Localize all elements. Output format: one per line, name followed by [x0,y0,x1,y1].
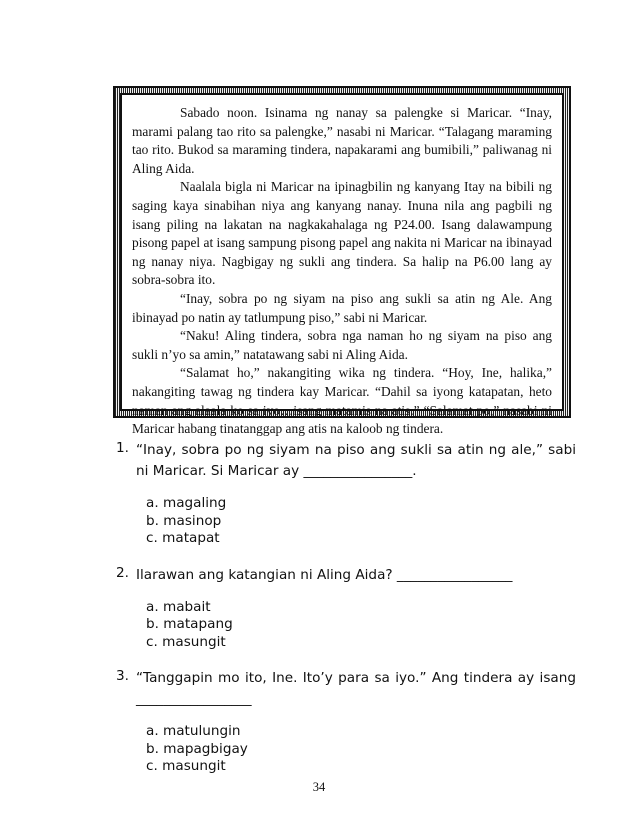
story-paragraph: “Inay, sobra po ng siyam na piso ang sukli sa atin ng Ale. Ang ibinayad po natin ay tatlumpung piso,” sabi ni Maricar. [132,290,552,325]
choice-item[interactable]: b. mapagbigay [146,740,248,757]
choice-item[interactable]: a. matulungin [146,723,241,739]
choice-list [136,599,576,652]
choice-list [136,723,576,776]
story-paragraph: Naalala bigla ni Maricar na ipinagbilin ng kanyang Itay na bibili ng saging kaya sinabihan niya ang kanyang nanay. Inuna nila ang pagbili ng isang piling na lakatan na nagkakahalaga ng P24.00. Isang dalawampung pisong papel at isang sampung pisong papel ang nakita ni Maricar na ibinayad ng nanay niya. Nagbigay ng sukli ang tindera. Sa halip na P6.00 lang ay sobra-sobra ito. [132,179,552,288]
choice-item[interactable]: c. masungit [146,758,226,774]
question-1 [116,440,576,548]
question-number: 1. [116,440,129,456]
question-list [116,440,576,776]
story-paragraph: Sabado noon. Isinama ng nanay sa palengke si Maricar. “Inay, marami palang tao rito sa palengke,” nasabi ni Maricar. “Talagang maraming tao rito. Bukod sa maraming tindera, napakarami ang bumibili,” paliwanag ni Aling Aida. [132,105,552,176]
choice-item[interactable]: c. masungit [146,633,226,650]
question-text: Ilarawan ang katangian ni Aling Aida? _________________ [136,566,513,583]
choice-item[interactable]: b. matapang [146,616,233,632]
story-text [132,104,552,439]
story-frame [113,86,571,437]
story-box [120,93,564,437]
question-text: “Tanggapin mo ito, Ine. Ito’y para sa iyo.” Ang tindera ay isang _________________ [136,670,576,707]
story-paragraph: “Salamat ho,” nakangiting wika ng tindera. “Hoy, Ine, halika,” nakangiting tawag ng tindera kay Maricar. “Dahil sa iyong katapatan, heto naman ang alaala ko sa iyo…isang matamis na atis.” “Salamat po,” nasabi ni Maricar habang tinatanggap ang atis na kaloob ng tindera. [132,365,552,437]
question-number: 3. [116,668,129,684]
choice-item[interactable]: b. masinop [146,512,222,529]
question-2 [116,565,576,652]
story-paragraph: “Naku! Aling tindera, sobra nga naman ho ng siyam na piso ang sukli n’yo sa amin,” natatawang sabi ni Aling Aida. [132,328,552,362]
question-number: 2. [116,564,129,581]
choice-item[interactable]: a. magaling [146,495,227,511]
choice-item[interactable]: c. matapat [146,530,220,546]
question-text: “Inay, sobra po ng siyam na piso ang sukli sa atin ng ale,” sabi ni Maricar. Si Maricar ay ________________. [136,442,576,479]
page-number: 34 [312,780,326,794]
choice-item[interactable]: a. mabait [146,598,211,615]
question-3 [116,668,576,776]
choice-list [136,495,576,548]
